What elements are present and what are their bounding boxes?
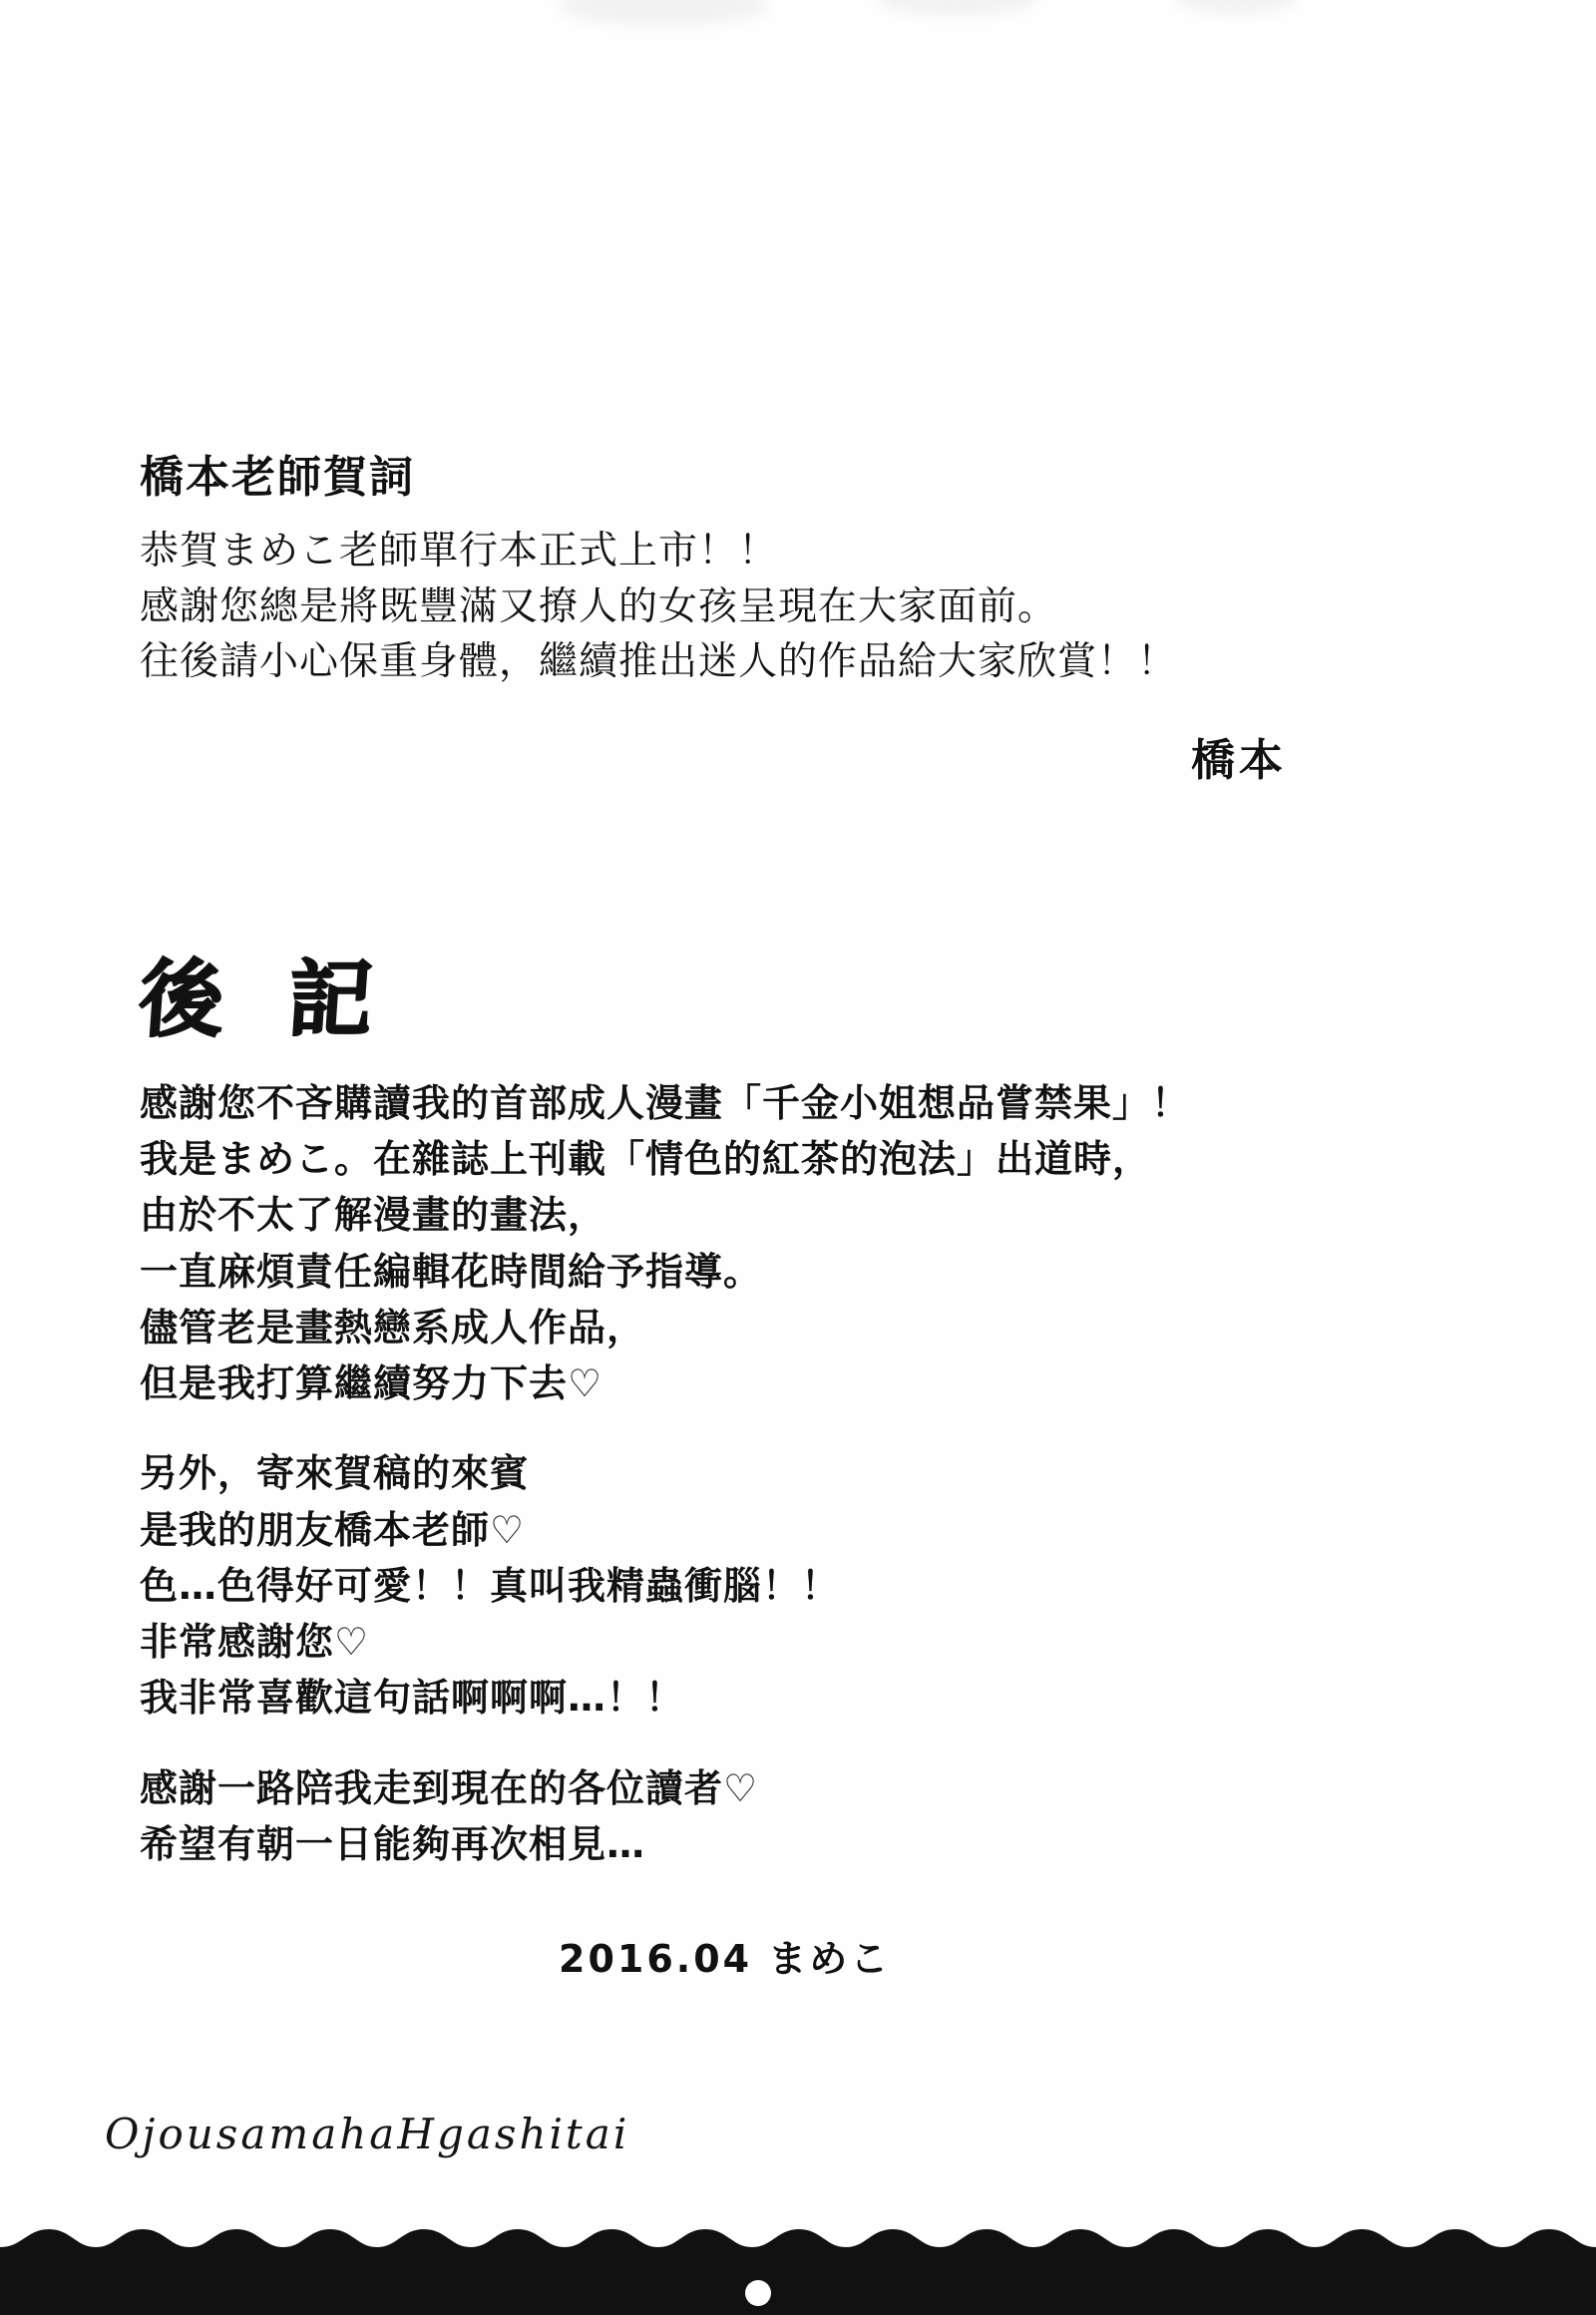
scan-smudge [1177, 0, 1297, 14]
afterword-line: 是我的朋友橋本老師♡ [140, 1507, 526, 1552]
romanized-title: OjousamahaHgashitai [105, 2110, 630, 2158]
guest-greeting-line: 往後請小心保重身體，繼續推出迷人的作品給大家欣賞！！ [140, 639, 1178, 685]
guest-greeting-line: 感謝您總是將既豐滿又撩人的女孩呈現在大家面前。 [140, 583, 1058, 629]
guest-greeting-section [140, 454, 1456, 788]
afterword-line: 非常感謝您♡ [140, 1620, 370, 1665]
afterword-line: 色…色得好可愛！！真叫我精蟲衝腦！！ [140, 1563, 841, 1608]
afterword-date-signature: 2016.04 まめこ [559, 1937, 892, 1982]
afterword-line: 感謝您不吝購讀我的首部成人漫畫「千金小姐想品嘗禁果」！ [140, 1081, 1191, 1125]
afterword-line: 我非常喜歡這句話啊啊啊…！！ [140, 1676, 685, 1721]
afterword-line: 由於不太了解漫畫的畫法， [140, 1193, 607, 1238]
afterword-line: 感謝一路陪我走到現在的各位讀者♡ [140, 1765, 759, 1810]
afterword-heading: 後 記 [136, 950, 394, 1048]
afterword-line: 儘管老是畫熱戀系成人作品， [140, 1305, 646, 1350]
scan-smudge [559, 0, 768, 26]
afterword-paragraph [140, 1075, 1476, 1411]
afterword-line: 我是まめこ。在雜誌上刊載「情色的紅茶的泡法」出道時， [140, 1137, 1152, 1182]
guest-greeting-title: 橋本老師賀詞 [140, 452, 415, 503]
scan-smudge [878, 0, 1037, 16]
scalloped-border-decoration [0, 2185, 1596, 2315]
afterword-paragraph [140, 1760, 1476, 1872]
guest-greeting-line: 恭賀まめこ老師單行本正式上市！！ [140, 529, 779, 575]
afterword-paragraph [140, 1445, 1476, 1726]
afterword-line: 另外，寄來賀稿的來賓 [140, 1451, 530, 1496]
guest-greeting-signature: 橋本 [1191, 734, 1287, 786]
afterword-section [136, 950, 1476, 1983]
afterword-line: 但是我打算繼續努力下去♡ [140, 1361, 603, 1406]
afterword-line: 一直麻煩責任編輯花時間給予指導。 [140, 1249, 763, 1294]
afterword-line: 希望有朝一日能夠再次相見… [140, 1821, 646, 1866]
